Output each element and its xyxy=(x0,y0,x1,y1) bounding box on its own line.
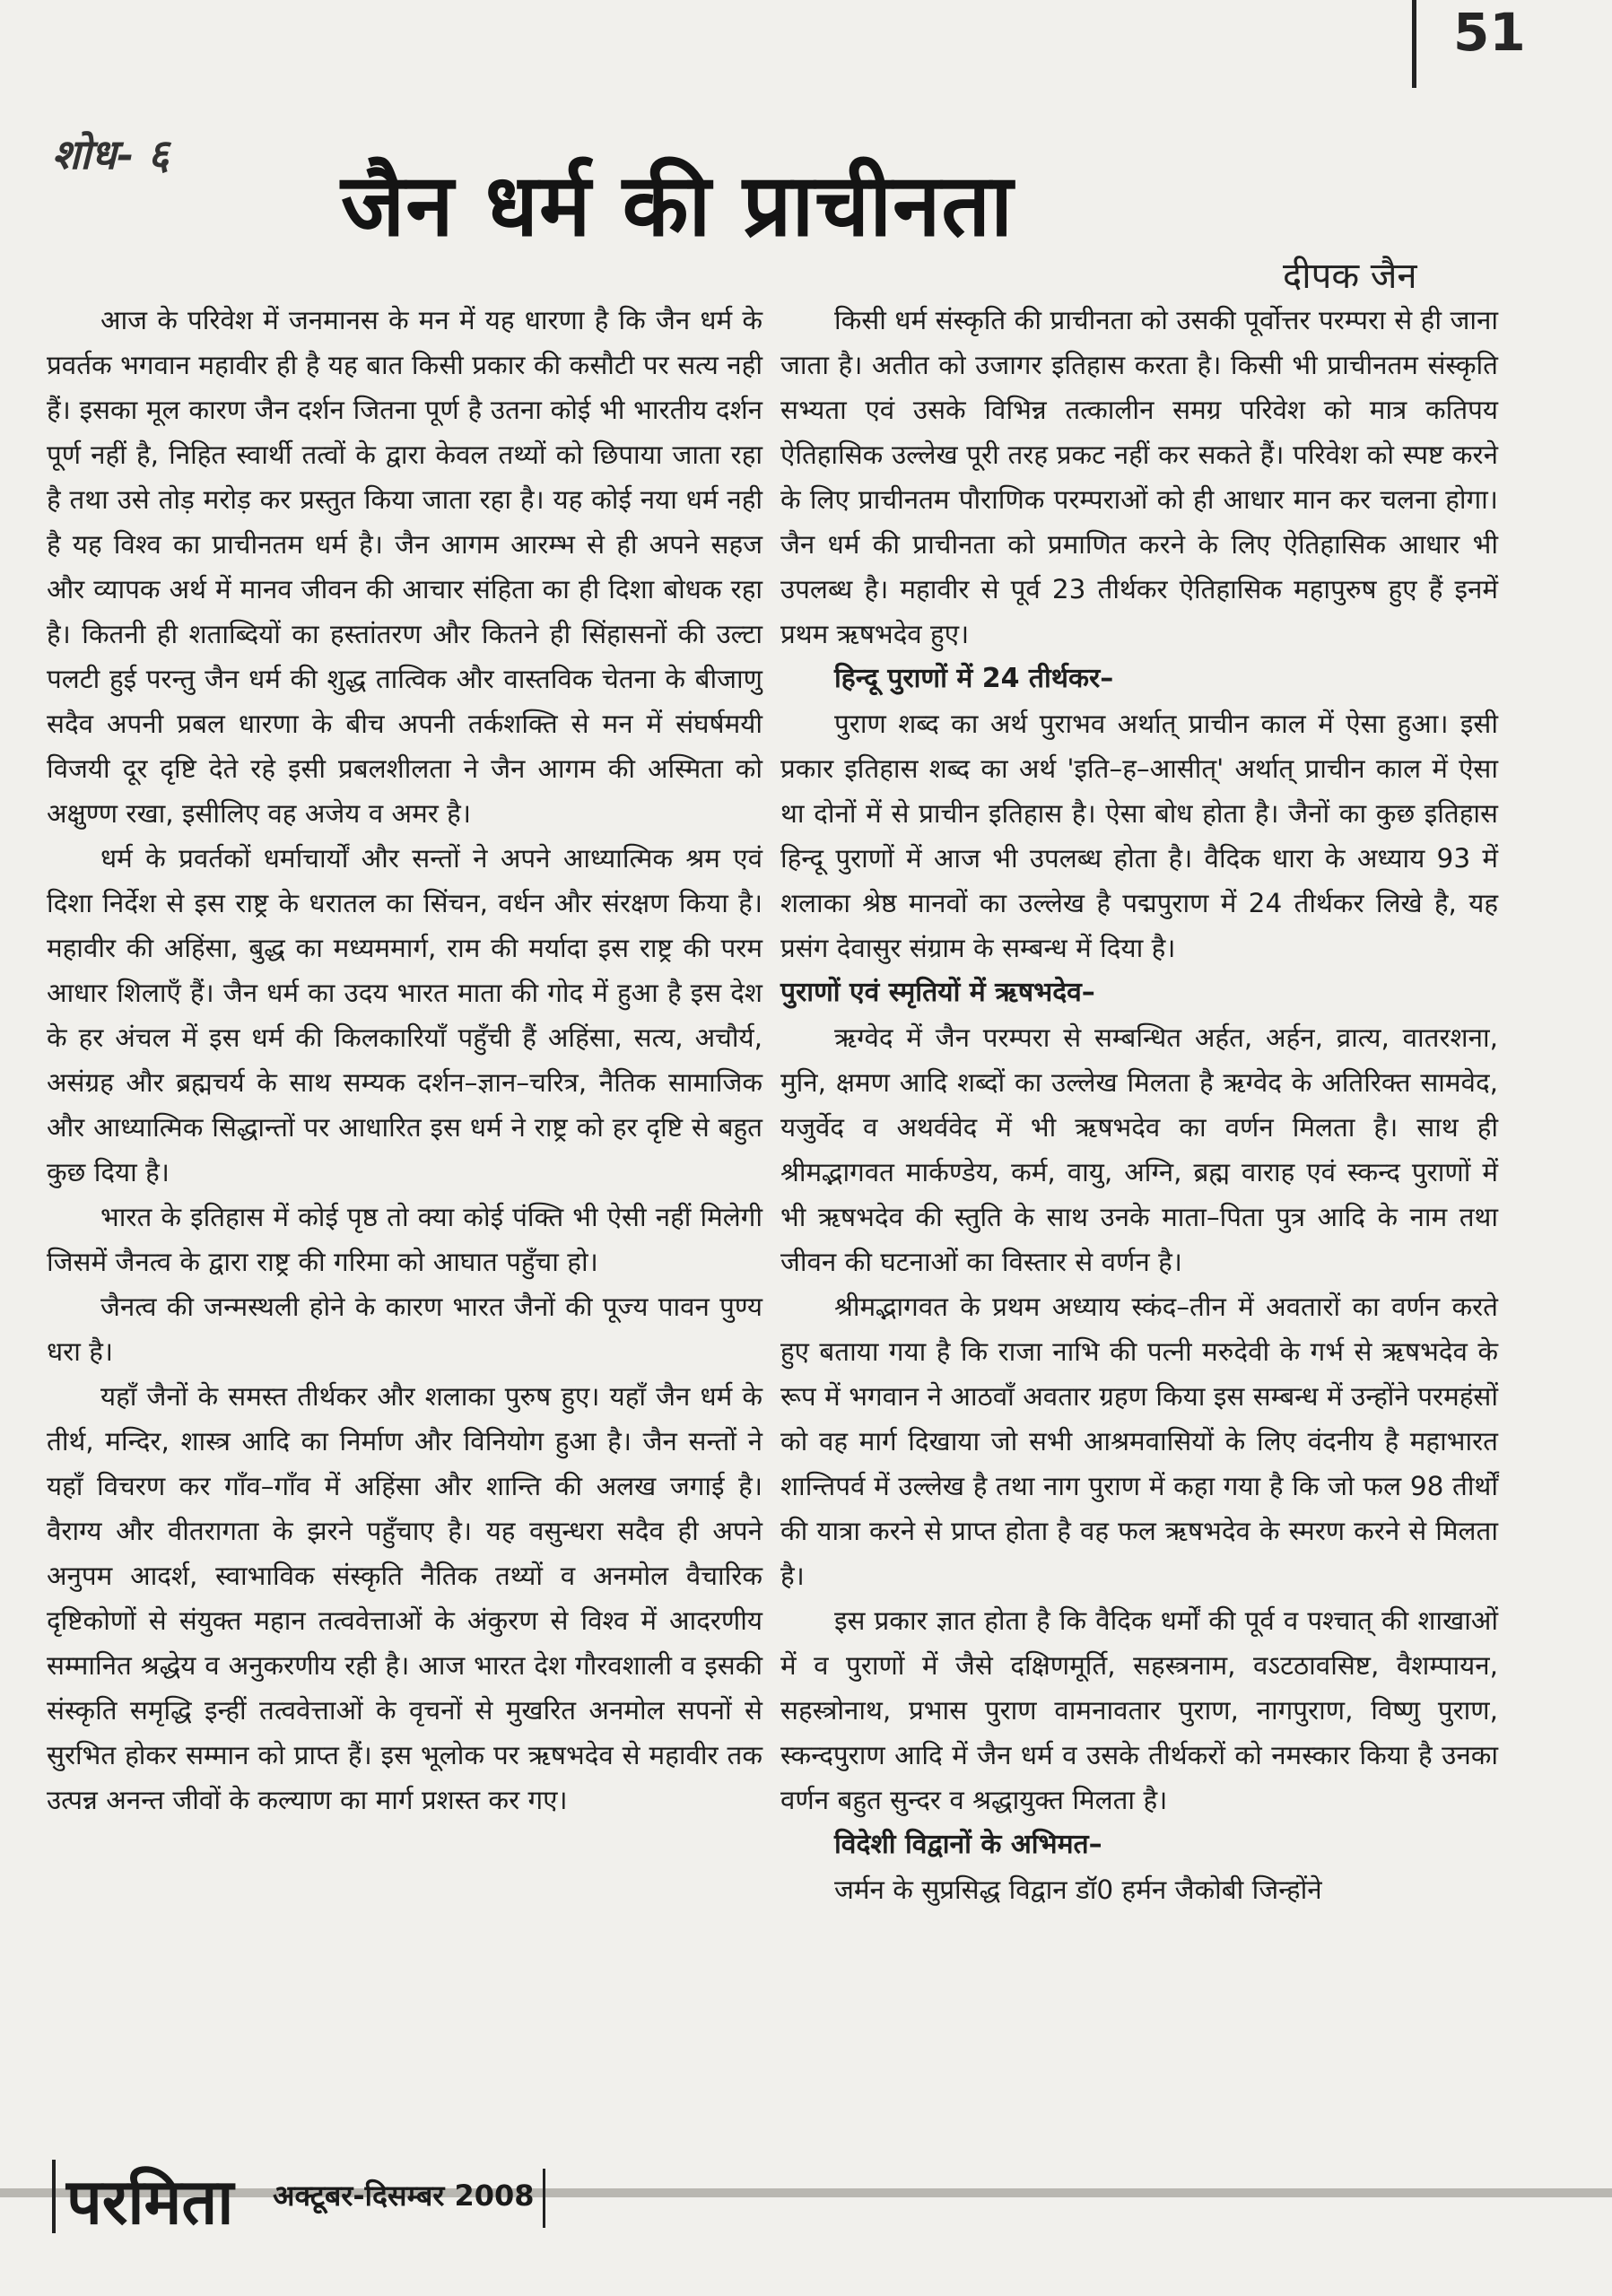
footer-magazine-name: परमिता xyxy=(66,2165,234,2239)
section-heading: पुराणों एवं स्मृतियों में ऋषभदेव– xyxy=(780,977,1095,1008)
section-label: शोध- ६ xyxy=(52,130,170,178)
paragraph: आज के परिवेश में जनमानस के मन में यह धारणा है कि जैन धर्म के प्रवर्तक भगवान महावीर ही है यह बात किसी प्रकार की कसौटी पर सत्य नही हैं। इसका मूल कारण जैन दर्शन जितना पूर्ण है उतना कोई भी भारतीय दर्शन पूर्ण नहीं है, निहित स्वार्थी तत्वों के द्वारा केवल तथ्यों को छिपाया जाता रहा है तथा उसे तोड़ मरोड़ कर प्रस्तुत किया जाता रहा है। यह कोई नया धर्म नही है यह विश्व का प्राचीनतम धर्म है। जैन आगम आरम्भ से ही अपने सहज और व्यापक अर्थ में मानव जीवन की आचार संहिता का ही दिशा बोधक रहा है। कितनी ही शताब्दियों का हस्तांतरण और कितने ही सिंहासनों की उल्टा पलटी हुई परन्तु जैन धर्म की शुद्ध तात्विक और वास्तविक चेतना के बीजाणु सदैव अपनी प्रबल धारणा के बीच अपनी तर्कशक्ति से मन में संघर्षमयी विजयी दूर दृष्टि देते रहे इसी प्रबलशीलता ने जैन आगम की अस्मिता को अक्षुण्ण रखा, इसीलिए वह अजेय व अमर है। xyxy=(47,305,762,829)
section-heading: हिन्दू पुराणों में 24 तीर्थकर– xyxy=(834,663,1114,694)
paragraph: इस प्रकार ज्ञात होता है कि वैदिक धर्मों की पूर्व व पश्चात् की शाखाओं में व पुराणों में जैसे दक्षिणमूर्ति, सहस्त्रनाम, वऽटठावसिष्ट, वैशम्पायन, सहस्त्रोनाथ, प्रभास पुराण वामनावतार पुराण, नागपुराण, विष्णु पुराण, स्कन्दपुराण आदि में जैन धर्म व उसके तीर्थकरों को नमस्कार किया है उनका वर्णन बहुत सुन्दर व श्रद्धायुक्त मिलता है। xyxy=(780,1605,1498,1815)
footer-rule xyxy=(543,2169,545,2228)
paragraph: किसी धर्म संस्कृति की प्राचीनता को उसकी पूर्वोत्तर परम्परा से ही जाना जाता है। अतीत को उजागर इतिहास करता है। किसी भी प्राचीनतम संस्कृति सभ्यता एवं उसके विभिन्न तत्कालीन समग्र परिवेश को मात्र कतिपय ऐतिहासिक उल्लेख पूरी तरह प्रकट नहीं कर सकते हैं। परिवेश को स्पष्ट करने के लिए प्राचीनतम पौराणिक परम्पराओं को ही आधार मान कर चलना होगा। जैन धर्म की प्राचीनता को प्रमाणित करने के लिए ऐतिहासिक आधार भी उपलब्ध है। महावीर से पूर्व 23 तीर्थकर ऐतिहासिक महापुरुष हुए हैं इनमें प्रथम ऋषभदेव हुए। xyxy=(780,305,1498,649)
paragraph: श्रीमद्भागवत के प्रथम अध्याय स्कंद–तीन में अवतारों का वर्णन करते हुए बताया गया है कि राजा नाभि की पत्नी मरुदेवी के गर्भ से ऋषभदेव के रूप में भगवान ने आठवाँ अवतार ग्रहण किया इस सम्बन्ध में उन्होंने परमहंसों को वह मार्ग दिखाया जो सभी आश्रमवासियों के लिए वंदनीय है महाभारत शान्तिपर्व में उल्लेख है तथा नाग पुराण में कहा गया है कि जो फल 98 तीर्थों की यात्रा करने से प्राप्त होता है वह फल ऋषभदेव के स्मरण करने से मिलता है। xyxy=(780,1292,1498,1591)
page-number: 51 xyxy=(1453,2,1526,63)
page-number-rule xyxy=(1412,0,1416,88)
left-column xyxy=(47,298,762,2092)
paragraph: ऋग्वेद में जैन परम्परा से सम्बन्धित अर्हत, अर्हन, व्रात्य, वातरशना, मुनि, क्षमण आदि शब्दों का उल्लेख मिलता है ऋग्वेद के अतिरिक्त सामवेद, यजुर्वेद व अथर्ववेद में भी ऋषभदेव का वर्णन मिलता है। साथ ही श्रीमद्भागवत मार्कण्डेय, कर्म, वायु, अग्नि, ब्रह्म वाराह एवं स्कन्द पुराणों में भी ऋषभदेव की स्तुति के साथ उनके माता–पिता पुत्र आदि के नाम तथा जीवन की घटनाओं का विस्तार से वर्णन है। xyxy=(780,1022,1498,1277)
paragraph: जर्मन के सुप्रसिद्ध विद्वान डॉ0 हर्मन जैकोबी जिन्होंने xyxy=(834,1874,1322,1905)
article-title: जैन धर्म की प्राचीनता xyxy=(341,155,1014,256)
footer-issue-date: अक्टूबर-दिसम्बर 2008 xyxy=(273,2179,535,2213)
paragraph: जैनत्व की जन्मस्थली होने के कारण भारत जैनों की पूज्य पावन पुण्य धरा है। xyxy=(47,1292,762,1367)
paragraph: पुराण शब्द का अर्थ पुराभव अर्थात् प्राचीन काल में ऐसा हुआ। इसी प्रकार इतिहास शब्द का अर्थ 'इति–ह–आसीत्' अर्थात् प्राचीन काल में ऐसा था दोनों में से प्राचीन इतिहास है। ऐसा बोध होता है। जैनों का कुछ इतिहास हिन्दू पुराणों में आज भी उपलब्ध होता है। वैदिक धारा के अध्याय 93 में शलाका श्रेष्ठ मानवों का उल्लेख है पद्मपुराण में 24 तीर्थकर लिखे है, यह प्रसंग देवासुर संग्राम के सम्बन्ध में दिया है। xyxy=(780,709,1498,963)
footer-rule xyxy=(52,2160,56,2233)
paragraph: धर्म के प्रवर्तकों धर्माचार्यों और सन्तों ने अपने आध्यात्मिक श्रम एवं दिशा निर्देश से इस राष्ट्र के धरातल का सिंचन, वर्धन और संरक्षण किया है। महावीर की अहिंसा, बुद्ध का मध्यममार्ग, राम की मर्यादा इस राष्ट्र की परम आधार शिलाएँ हैं। जैन धर्म का उदय भारत माता की गोद में हुआ है इस देश के हर अंचल में इस धर्म की किलकारियाँ पहुँची हैं अहिंसा, सत्य, अचौर्य, असंग्रह और ब्रह्मचर्य के साथ सम्यक दर्शन–ज्ञान–चरित्र, नैतिक सामाजिक और आध्यात्मिक सिद्धान्तों पर आधारित इस धर्म ने राष्ट्र को हर दृष्टि से बहुत कुछ दिया है। xyxy=(47,843,762,1187)
footer-band xyxy=(0,2188,1612,2197)
author-name: दीपक जैन xyxy=(1283,256,1417,297)
paragraph: भारत के इतिहास में कोई पृष्ठ तो क्या कोई पंक्ति भी ऐसी नहीं मिलेगी जिसमें जैनत्व के द्वारा राष्ट्र की गरिमा को आघात पहुँचा हो। xyxy=(47,1202,762,1277)
paragraph: यहाँ जैनों के समस्त तीर्थकर और शलाका पुरुष हुए। यहाँ जैन धर्म के तीर्थ, मन्दिर, शास्त्र आदि का निर्माण और विनियोग हुआ है। जैन सन्तों ने यहाँ विचरण कर गाँव–गाँव में अहिंसा और शान्ति की अलख जगाई है। वैराग्य और वीतरागता के झरने पहुँचाए है। यह वसुन्धरा सदैव ही अपने अनुपम आदर्श, स्वाभाविक संस्कृति नैतिक तथ्यों व अनमोल वैचारिक दृष्टिकोणों से संयुक्त महान तत्ववेत्ताओं के अंकुरण से विश्व में आदरणीय सम्मानित श्रद्धेय व अनुकरणीय रही है। आज भारत देश गौरवशाली व इसकी संस्कृति समृद्धि इन्हीं तत्ववेत्ताओं के वृचनों से मुखरित अनमोल सपनों से सुरभित होकर सम्मान को प्राप्त हैं। इस भूलोक पर ऋषभदेव से महावीर तक उत्पन्न अनन्त जीवों के कल्याण का मार्ग प्रशस्त कर गए। xyxy=(47,1381,762,1815)
section-heading: विदेशी विद्वानों के अभिमत– xyxy=(834,1829,1102,1860)
right-column xyxy=(780,298,1498,2074)
